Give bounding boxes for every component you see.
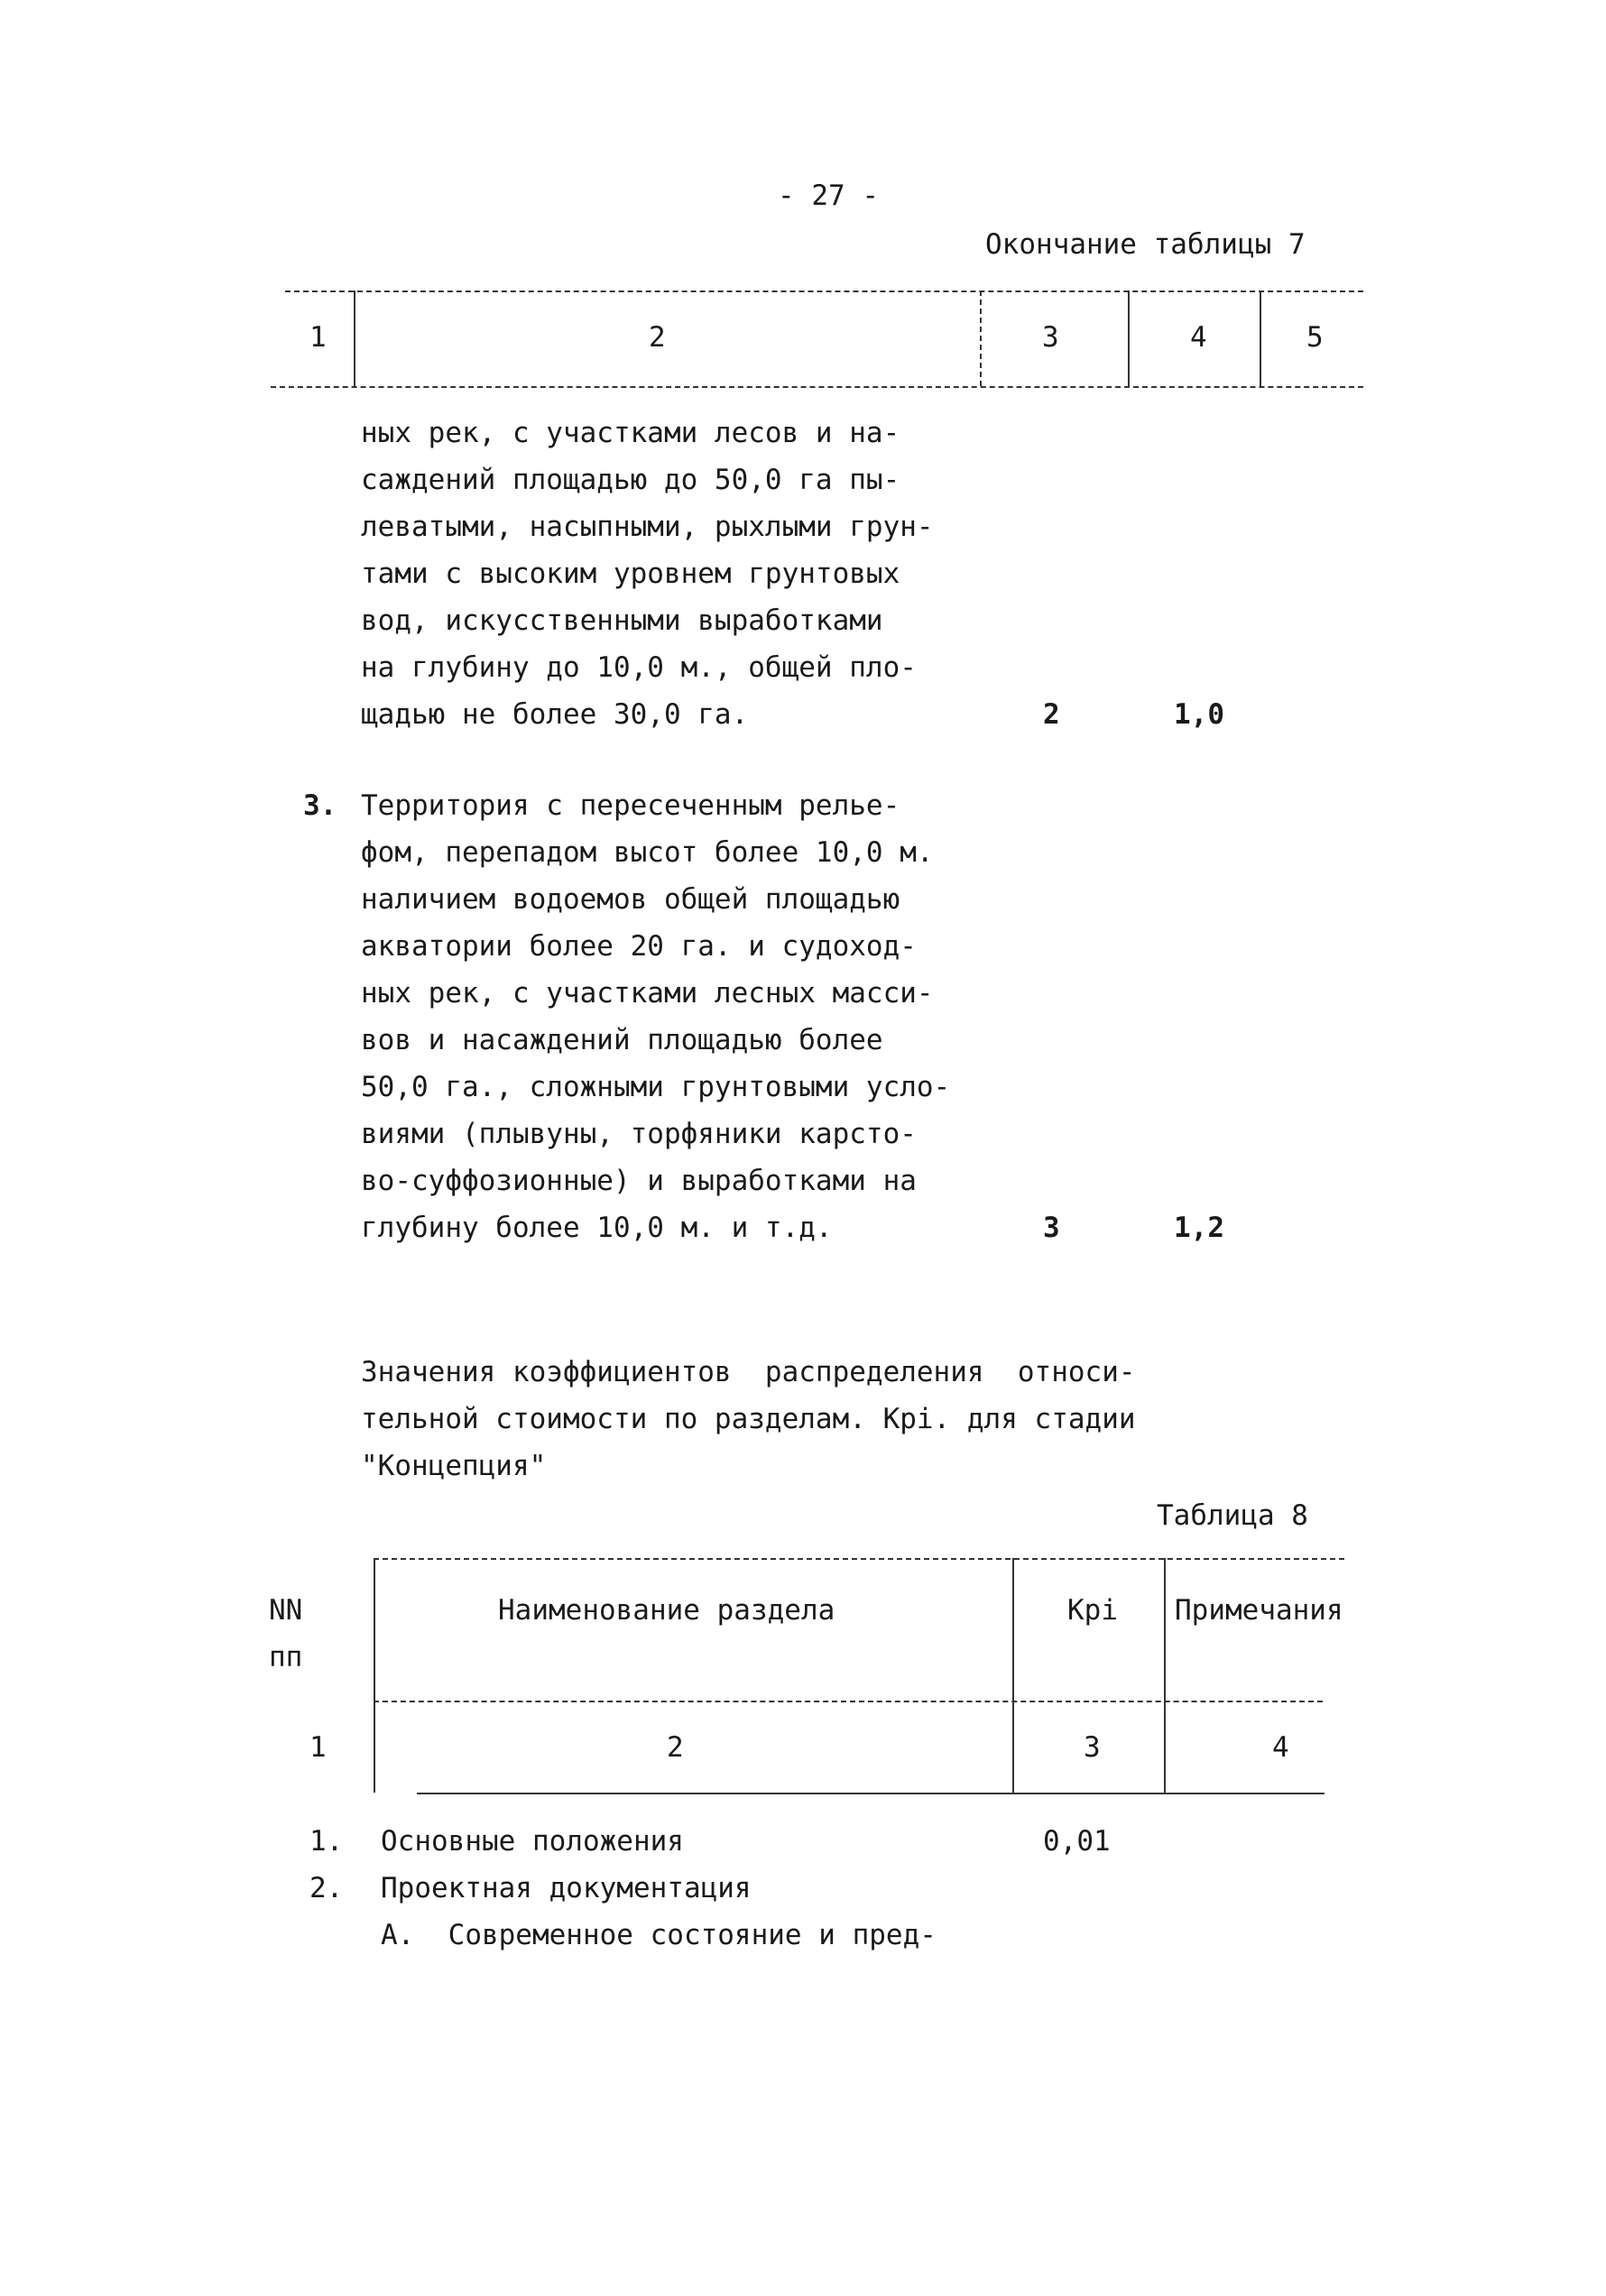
table7-row2-line: тами с высоким уровнем грунтовых [361, 558, 900, 590]
table7-header-top-rule [285, 290, 1363, 292]
table7-row3-line: акватории более 20 га. и судоход- [361, 930, 917, 963]
table8-col1-number: 1 [309, 1731, 327, 1764]
table7-divider-4 [1260, 290, 1261, 386]
table7-caption: Окончание таблицы 7 [985, 228, 1306, 261]
table8-divider-2 [1012, 1558, 1014, 1793]
table8-header-notes: Примечания [1175, 1594, 1343, 1627]
table7-col1-number: 1 [309, 321, 327, 354]
table7-row3-col3: 3 [1043, 1212, 1060, 1244]
table7-col5-number: 5 [1306, 321, 1324, 354]
table8-col3-number: 3 [1084, 1731, 1101, 1764]
table7-row3-line: глубину более 10,0 м. и т.д. [361, 1212, 833, 1244]
table8-heading-line: "Концепция" [361, 1450, 547, 1482]
table7-divider-3 [1128, 290, 1130, 386]
table8-header-name: Наименование раздела [498, 1594, 835, 1627]
table8-header-bottom-rule [417, 1793, 1324, 1794]
table7-row2-line: леватыми, насыпными, рыхлыми грун- [361, 511, 934, 543]
table7-row2-line: вод, искусственными выработками [361, 604, 883, 637]
table7-row3-line: 50,0 га., сложными грунтовыми усло- [361, 1071, 951, 1103]
table8-row1-name: Основные положения [381, 1825, 684, 1858]
table8-header-top-rule [374, 1558, 1344, 1560]
table8-header-pp: пп [269, 1641, 303, 1674]
table7-row3-col4: 1,2 [1174, 1212, 1224, 1244]
table8-col4-number: 4 [1272, 1731, 1289, 1764]
table8-header-mid-rule [374, 1701, 1323, 1702]
table8-row1-number: 1. [309, 1825, 344, 1858]
table8-row1-kpi: 0,01 [1043, 1825, 1111, 1858]
table8-caption: Таблица 8 [1157, 1499, 1308, 1532]
table7-col3-number: 3 [1042, 321, 1059, 354]
table7-row3-line: наличием водоемов общей площадью [361, 883, 900, 916]
table7-row2-line: саждений площадью до 50,0 га пы- [361, 464, 900, 496]
table8-heading-line: тельной стоимости по разделам. Kpi. для стадии [361, 1403, 1136, 1435]
table8-divider-1 [374, 1558, 375, 1793]
table7-row2-line: ных рек, с участками лесов и на- [361, 417, 900, 449]
table7-row3-line: ных рек, с участками лесных масси- [361, 977, 934, 1010]
table7-row3-line: фом, перепадом высот более 10,0 м. [361, 836, 934, 869]
table8-divider-3 [1164, 1558, 1166, 1793]
table7-row2-col4: 1,0 [1174, 698, 1224, 731]
table8-row2-name: Проектная документация [381, 1872, 752, 1904]
page-number: - 27 - [778, 180, 879, 212]
table8-header-kpi: Kpi [1067, 1594, 1118, 1627]
table7-row3-number: 3. [303, 789, 337, 822]
table7-row3-line: Территория с пересеченным релье- [361, 789, 900, 822]
table8-heading-line: Значения коэффициентов распределения относи- [361, 1356, 1136, 1388]
table7-row3-line: виями (плывуны, торфяники карсто- [361, 1118, 917, 1150]
table7-row2-line: щадью не более 30,0 га. [361, 698, 749, 731]
table7-row3-line: вов и насаждений площадью более [361, 1024, 883, 1056]
table7-row2-col3: 2 [1043, 698, 1060, 731]
table7-col2-number: 2 [649, 321, 666, 354]
table7-header-bottom-rule [271, 386, 1363, 388]
table7-row3-line: во-суффозионные) и выработками на [361, 1165, 917, 1197]
table8-row2a-name: А. Современное состояние и пред- [381, 1919, 937, 1951]
table7-row2-line: на глубину до 10,0 м., общей пло- [361, 651, 917, 684]
table7-col4-number: 4 [1190, 321, 1207, 354]
table8-col2-number: 2 [667, 1731, 684, 1764]
table8-header-nn: NN [269, 1594, 303, 1627]
table8-row2-number: 2. [309, 1872, 344, 1904]
table7-divider-1 [354, 290, 355, 386]
table7-divider-2 [980, 290, 982, 386]
